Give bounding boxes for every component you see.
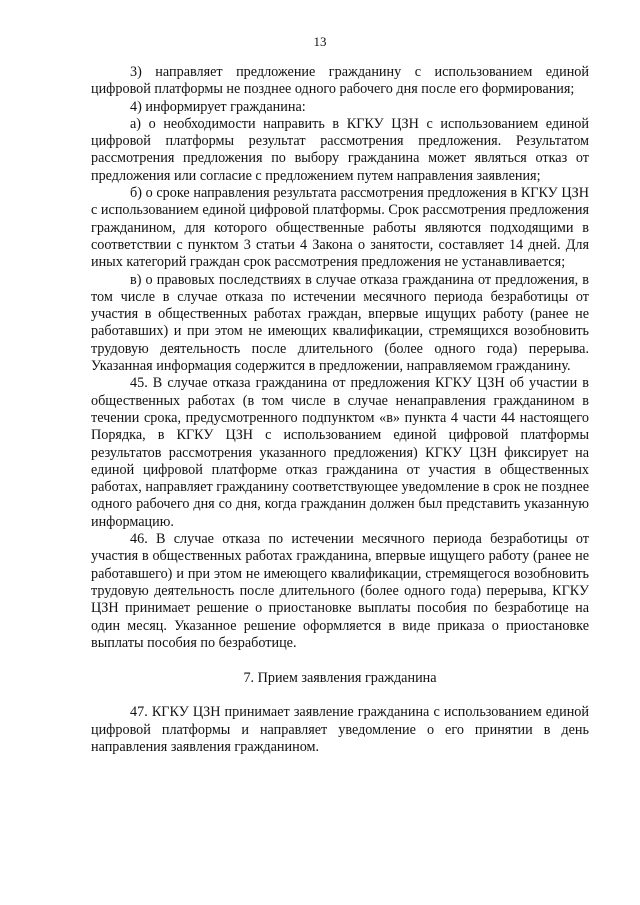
paragraph-46: 46. В случае отказа по истечении месячного периода безработицы от участия в общественных работах гражданина, впервые ищущего работу (ранее не работавшего) и при этом не имеющего квалификации, стремящегося возобновить трудовую деятельность после длительного (более одного года) перерыва, КГКУ ЦЗН принимает решение о приостановке выплаты пособия по безработице на один месяц. Указанное решение оформляется в виде приказа о приостановке выплаты пособия по безработице. bbox=[91, 531, 589, 651]
page-number: 13 bbox=[313, 34, 327, 49]
paragraph-47: 47. КГКУ ЦЗН принимает заявление гражданина с использованием единой цифровой платформы и направляет уведомление о его принятии в день направления заявления гражданином. bbox=[91, 704, 589, 755]
paragraph-subitem-v: в) о правовых последствиях в случае отказа гражданина от предложения, в том числе в случае отказа по истечении месячного периода безработицы от участия в общественных работах граждан, впервые ищущих работу (ранее не работавших) и при этом не имеющих квалификации, стремящихся возобновить трудовую деятельность после длительного (более одного года) перерыва. Указанная информация содержится в предложении, направляемом гражданину. bbox=[91, 271, 589, 375]
document-body bbox=[91, 64, 589, 756]
paragraph-45: 45. В случае отказа гражданина от предложения КГКУ ЦЗН об участии в общественных работах (в том числе в случае ненаправления гражданином в течении срока, предусмотренного подпунктом «в» пункта 4 части 44 настоящего Порядка, в КГКУ ЦЗН с использованием единой цифровой платформы результатов рассмотрения указанного предложения) КГКУ ЦЗН фиксирует на единой цифровой платформе отказ гражданина от участия в общественных работах, направляет гражданину соответствующее уведомление в срок не позднее одного рабочего дня со дня, когда гражданин должен был представить указанную информацию. bbox=[91, 375, 589, 530]
section-heading: 7. Прием заявления гражданина bbox=[243, 670, 437, 687]
paragraph-subitem-a: а) о необходимости направить в КГКУ ЦЗН с использованием единой цифровой платформы результат рассмотрения предложения. Результатом рассмотрения предложения по выбору гражданина может являться отказ от предложения или согласие с предложением путем направления заявления; bbox=[91, 115, 589, 184]
paragraph-item-3: 3) направляет предложение гражданину с использованием единой цифровой платформы не позднее одного рабочего дня после его формирования; bbox=[91, 64, 589, 98]
paragraph-subitem-b: б) о сроке направления результата рассмотрения предложения в КГКУ ЦЗН с использованием единой цифровой платформы. Срок рассмотрения предложения гражданином, для которого общественные работы являются подходящими в соответствии с пунктом 3 статьи 4 Закона о занятости, составляет 14 дней. Для иных категорий граждан срок рассмотрения предложения не устанавливается; bbox=[91, 185, 589, 271]
paragraph-item-4: 4) информирует гражданина: bbox=[130, 98, 306, 115]
